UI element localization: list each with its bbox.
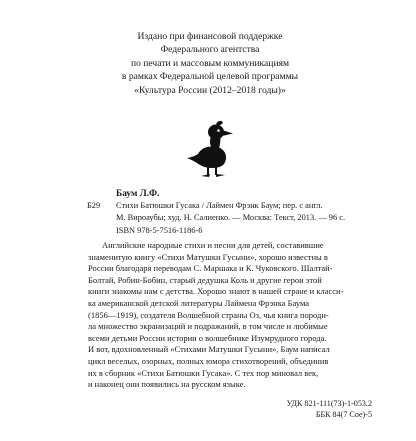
udk-code: УДК 821-111(73)-1-053.2: [286, 399, 372, 408]
support-line: Федерального агентства: [160, 44, 260, 56]
support-notice: [60, 30, 360, 97]
support-line: Издано при финансовой поддержке: [137, 31, 283, 42]
annotation-line: Болтай, Робин-Бобин, старый дедушка Коль и другие герои этой: [88, 274, 322, 285]
support-line: «Культура России (2012–2018 годы)»: [134, 84, 286, 96]
annotation-line: цикл веселых, озорных, полных юмора стихотворений, объединив: [88, 355, 329, 366]
annotation-line: ка американской детской литературы Лаймена Фрэнка Баума: [88, 297, 310, 308]
annotation-line: России благодаря переводам С. Маршака и К. Чуковского. Шалтай-: [88, 263, 333, 274]
catalog-line: М. Вироаубы; худ. Н. Салиенко. — Москва: Текст, 2013. — 96 с.: [116, 212, 346, 222]
annotation-line: Английские народные стихи и песни для детей, составившие: [102, 240, 324, 250]
annotation-line: их в сборник «Стихи Батюшки Гусака». С тех пор миновал век,: [88, 367, 319, 378]
support-line: по печати и массовым коммуникациям: [130, 57, 290, 69]
catalog-description: [116, 200, 368, 223]
gosling-silhouette-icon: [178, 118, 242, 182]
annotation: [88, 240, 368, 391]
annotation-line: всеми детьми России истории о волшебнике Изумрудного города.: [88, 332, 327, 343]
library-code: Б29: [87, 201, 101, 210]
isbn: ISBN 978-5-7516-1186-6: [116, 226, 203, 235]
author-heading: Баум Л.Ф.: [116, 189, 160, 199]
catalog-line: Стихи Батюшки Гусака / Лаймен Фрэнк Баум; пер. с англ.: [116, 201, 323, 210]
annotation-line: (1856—1919), создателя Волшебной страны Оз, чья книга породи-: [88, 309, 329, 320]
annotation-line: И вот, вдохновленный «Стихами Матушки Гусыни», Баум написал: [88, 344, 330, 355]
annotation-line: и наконец они появились на русском языке.: [88, 379, 246, 390]
annotation-line: книги знакомы нам с детства. Хорошо знают в нашей стране и класси-: [88, 286, 344, 297]
support-line: в рамках Федеральной целевой программы: [121, 71, 299, 83]
annotation-line: знаменитую книгу «Стихи Матушки Гусыни», хорошо известны в: [88, 251, 328, 262]
annotation-line: ла множество экранизаций и подражаний, в том числе и любимые: [88, 321, 328, 332]
bbk-code: ББК 84(7 Сое)-5: [315, 410, 372, 419]
